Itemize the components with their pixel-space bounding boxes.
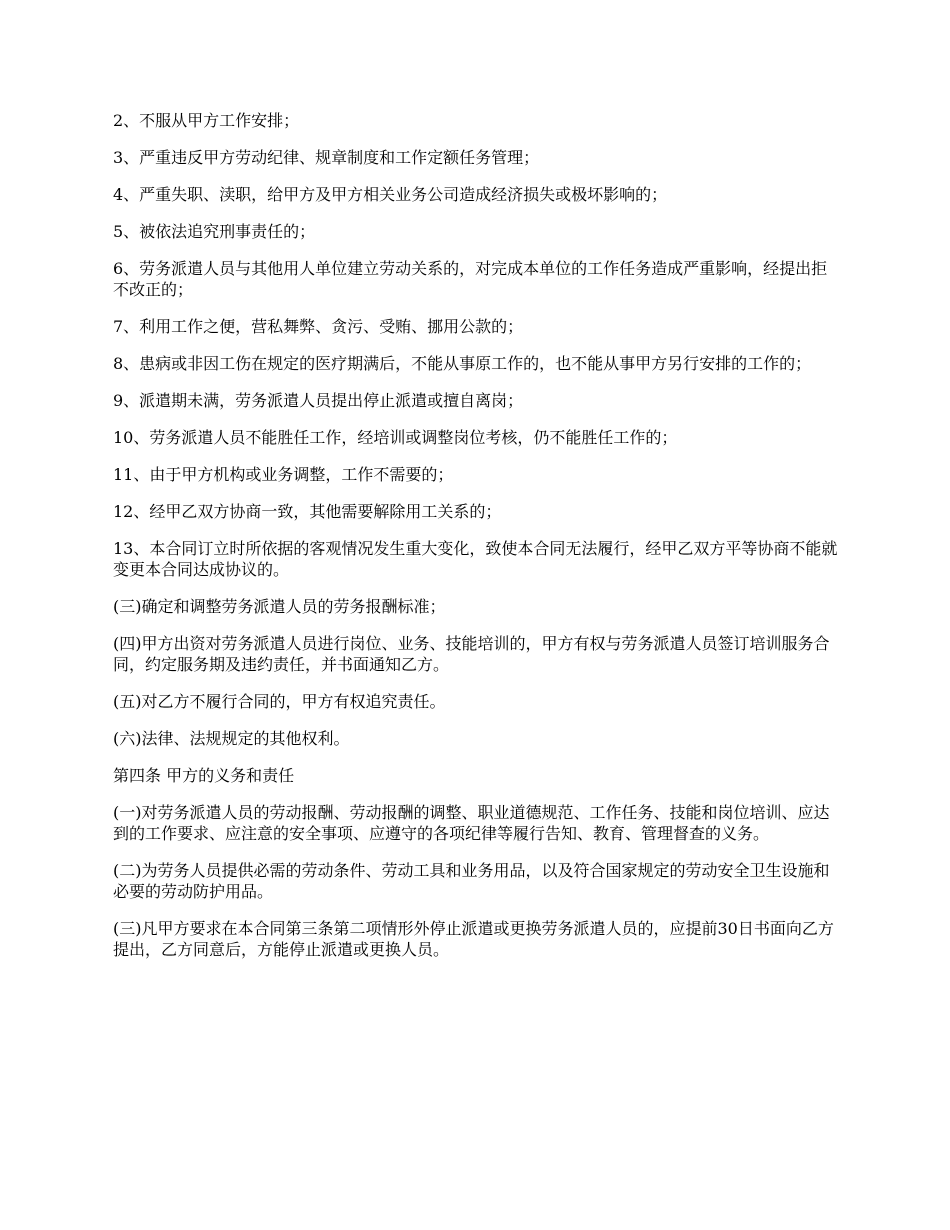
paragraph-item-6: 6、劳务派遣人员与其他用人单位建立劳动关系的，对完成本单位的工作任务造成严重影响，经提出拒不改正的； [113,259,828,299]
paragraph-item-3: 3、严重违反甲方劳动纪律、规章制度和工作定额任务管理； [113,148,540,167]
paragraph-item-7: 7、利用工作之便，营私舞弊、贪污、受贿、挪用公款的； [113,317,524,336]
obligation-three: (三)凡甲方要求在本合同第三条第二项情形外停止派遣或更换劳务派遣人员的，应提前30日书面向乙方提出，乙方同意后，方能停止派遣或更换人员。 [113,919,834,959]
paragraph-item-2: 2、不服从甲方工作安排； [113,111,300,130]
paragraph-item-9: 9、派遣期未满，劳务派遣人员提出停止派遣或擅自离岗； [113,391,524,410]
paragraph-item-12: 12、经甲乙双方协商一致，其他需要解除用工关系的； [113,502,502,521]
obligation-two: (二)为劳务人员提供必需的劳动条件、劳动工具和业务用品，以及符合国家规定的劳动安全卫生设施和必要的劳动防护用品。 [113,861,830,901]
clause-four: (四)甲方出资对劳务派遣人员进行岗位、业务、技能培训的，甲方有权与劳务派遣人员签订培训服务合同，约定服务期及违约责任，并书面通知乙方。 [113,634,830,674]
paragraph-item-8: 8、患病或非因工伤在规定的医疗期满后，不能从事原工作的，也不能从事甲方另行安排的工作的； [113,354,812,373]
paragraph-item-10: 10、劳务派遣人员不能胜任工作，经培训或调整岗位考核，仍不能胜任工作的； [113,428,678,447]
section-heading-article-four: 第四条 甲方的义务和责任 [113,766,295,785]
clause-three: (三)确定和调整劳务派遣人员的劳务报酬标准； [113,597,446,616]
paragraph-item-5: 5、被依法追究刑事责任的； [113,222,316,241]
obligation-one: (一)对劳务派遣人员的劳动报酬、劳动报酬的调整、职业道德规范、工作任务、技能和岗位培训、应达到的工作要求、应注意的安全事项、应遵守的各项纪律等履行告知、教育、管理督查的义务。 [113,803,830,843]
paragraph-item-13: 13、本合同订立时所依据的客观情况发生重大变化，致使本合同无法履行，经甲乙双方平等协商不能就变更本合同达成协议的。 [113,539,838,579]
paragraph-item-4: 4、严重失职、渎职，给甲方及甲方相关业务公司造成经济损失或极坏影响的； [113,185,668,204]
paragraph-item-11: 11、由于甲方机构或业务调整，工作不需要的； [113,465,454,484]
clause-five: (五)对乙方不履行合同的，甲方有权追究责任。 [113,692,446,711]
clause-six: (六)法律、法规规定的其他权利。 [113,729,350,748]
document-body [113,110,840,976]
